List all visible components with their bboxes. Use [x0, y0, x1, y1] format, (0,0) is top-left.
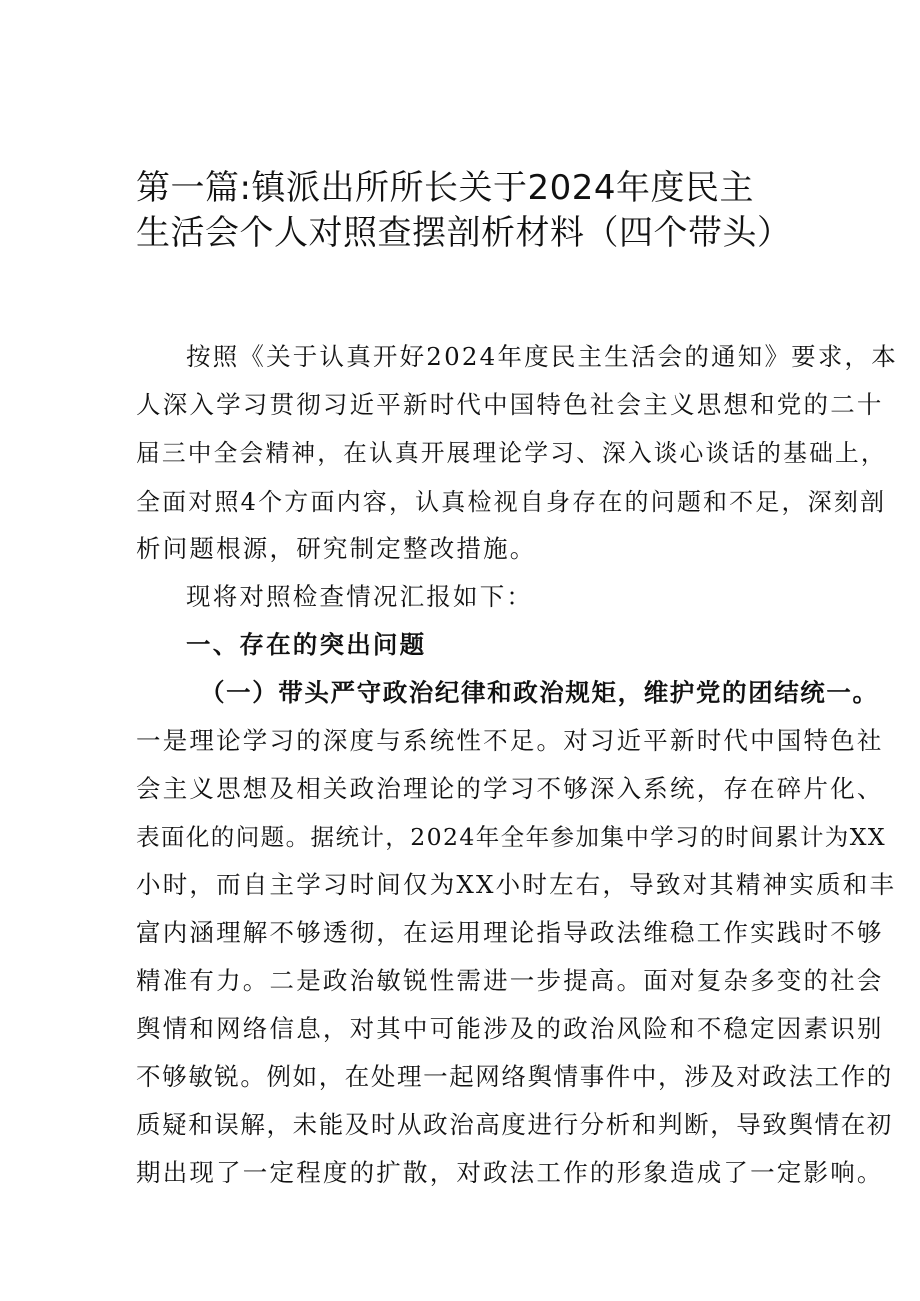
report-intro: 现将对照检查情况汇报如下：: [186, 582, 534, 611]
paragraph-line-4: 小时，而自主学习时间仅为XX小时左右，导致对其精神实质和丰: [136, 870, 897, 899]
paragraph-line-2: 会主义思想及相关政治理论的学习不够深入系统，存在碎片化、: [136, 774, 884, 803]
intro-line-5: 析问题根源，研究制定整改措施。: [136, 534, 537, 563]
document-title-line-1: 第一篇:镇派出所所长关于2024年度民主: [136, 168, 754, 208]
intro-line-3: 届三中全会精神，在认真开展理论学习、深入谈心谈话的基础上，: [136, 439, 887, 467]
paragraph-line-3: 表面化的问题。据统计，2024年全年参加集中学习的时间累计为XX: [136, 823, 887, 851]
paragraph-line-6: 精准有力。二是政治敏锐性需进一步提高。面对复杂多变的社会: [136, 966, 884, 995]
section-heading: 一、存在的突出问题: [186, 630, 427, 659]
intro-line-1: 按照《关于认真开好2024年度民主生活会的通知》要求，本: [186, 342, 898, 371]
subsection-heading: （一）带头严守政治纪律和政治规矩，维护党的团结统一。: [200, 678, 879, 707]
paragraph-line-7: 舆情和网络信息，对其中可能涉及的政治风险和不稳定因素识别: [136, 1014, 884, 1043]
paragraph-line-8: 不够敏锐。例如，在处理一起网络舆情事件中，涉及对政法工作的: [136, 1062, 893, 1091]
intro-line-2: 人深入学习贯彻习近平新时代中国特色社会主义思想和党的二十: [136, 390, 884, 419]
intro-line-4: 全面对照4个方面内容，认真检视自身存在的问题和不足，深刻剖: [136, 488, 887, 516]
paragraph-line-5: 富内涵理解不够透彻，在运用理论指导政法维稳工作实践时不够: [136, 918, 884, 947]
paragraph-line-10: 期出现了一定程度的扩散，对政法工作的形象造成了一定影响。: [136, 1158, 884, 1187]
paragraph-line-9: 质疑和误解，未能及时从政治高度进行分析和判断，导致舆情在初: [136, 1110, 893, 1139]
document-title-line-2: 生活会个人对照查摆剖析材料（四个带头）: [136, 213, 792, 253]
paragraph-line-1: 一是理论学习的深度与系统性不足。对习近平新时代中国特色社: [136, 726, 884, 755]
